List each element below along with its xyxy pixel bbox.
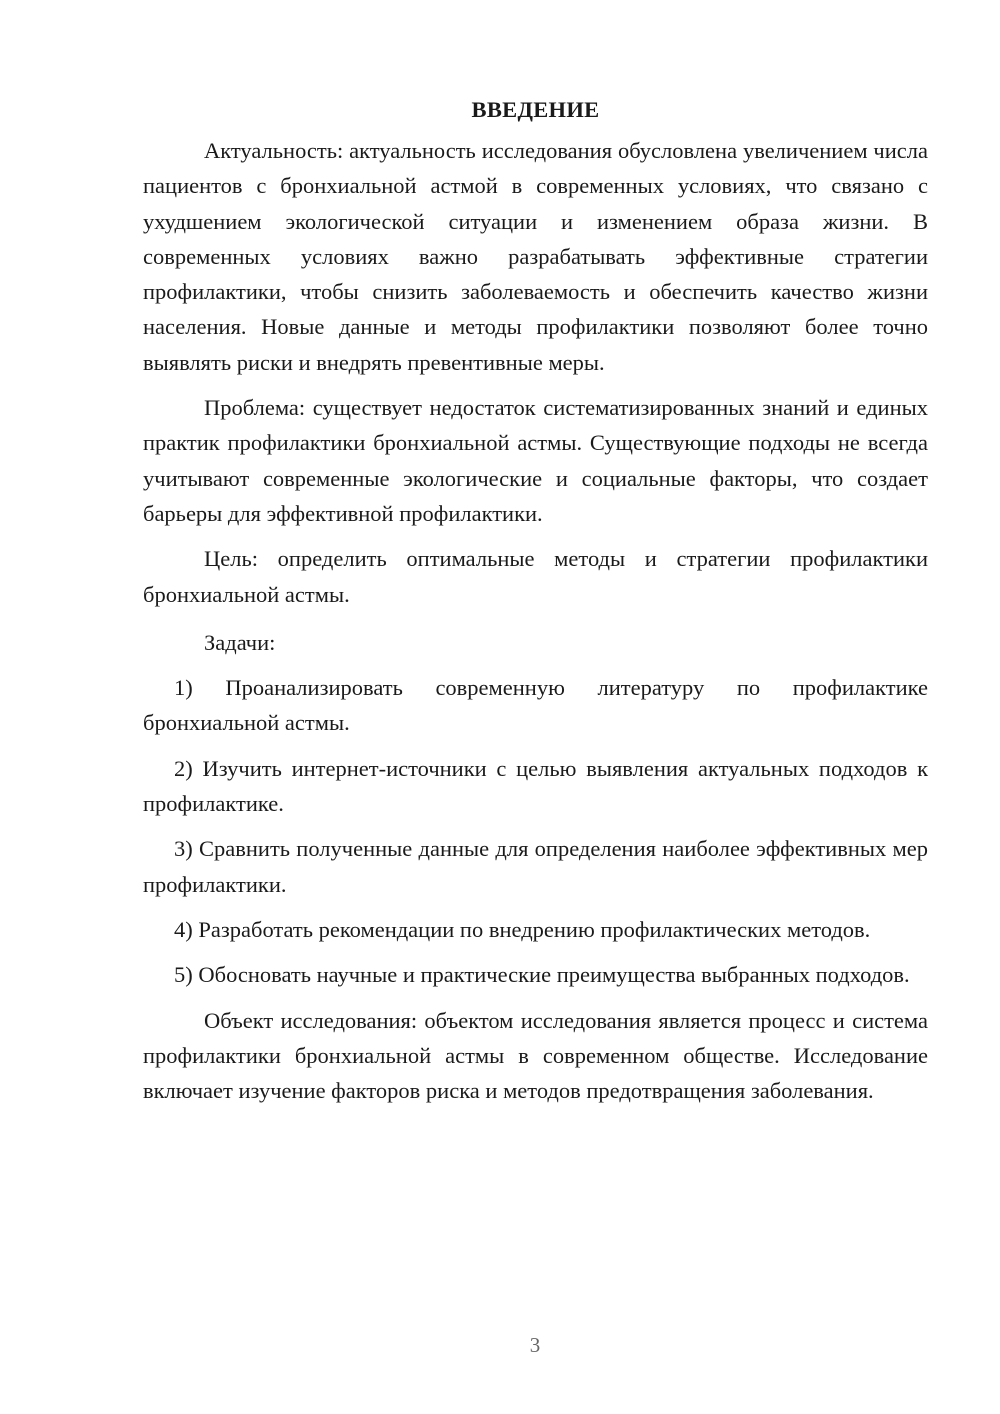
paragraph-goal: Цель: определить оптимальные методы и стратегии профилактики бронхиальной астмы. — [143, 546, 928, 607]
task-item: 2) Изучить интернет-источники с целью выявления актуальных подходов к профилактике. — [143, 755, 928, 817]
section-title: ВВЕДЕНИЕ — [471, 97, 600, 122]
paragraph-relevance: Актуальность: актуальность исследования обусловлена увеличением числа пациентов с бронхиальной астмой в современных условиях, что связано с ухудшением экологической ситуации и изменением образа жизни. В современных условиях важно разрабатывать эффективные стратегии профилактики, чтобы снизить заболеваемость и обеспечить качество жизни населения. Новые данные и методы профилактики позволяют более точно выявлять риски и внедрять превентивные меры. — [143, 138, 928, 375]
task-item: 4) Разработать рекомендации по внедрению профилактических методов. — [174, 916, 871, 942]
task-item: 5) Обосновать научные и практические преимущества выбранных подходов. — [174, 962, 910, 988]
tasks-label: Задачи: — [204, 629, 276, 655]
task-item: 1) Проанализировать современную литературу по профилактике бронхиальной астмы. — [143, 675, 928, 736]
page-content — [143, 92, 928, 1108]
page-number: 3 — [529, 1333, 541, 1357]
paragraph-object: Объект исследования: объектом исследования является процесс и система профилактики бронхиальной астмы в современном обществе. Исследование включает изучение факторов риска и методов предотвращения заболевания. — [143, 1007, 928, 1104]
task-item: 3) Сравнить полученные данные для определения наиболее эффективных мер профилактики. — [143, 836, 928, 897]
paragraph-problem: Проблема: существует недостаток систематизированных знаний и единых практик профилактики бронхиальной астмы. Существующие подходы не всегда учитывают современные экологические и социальные факторы, что создает барьеры для эффективной профилактики. — [143, 395, 928, 526]
